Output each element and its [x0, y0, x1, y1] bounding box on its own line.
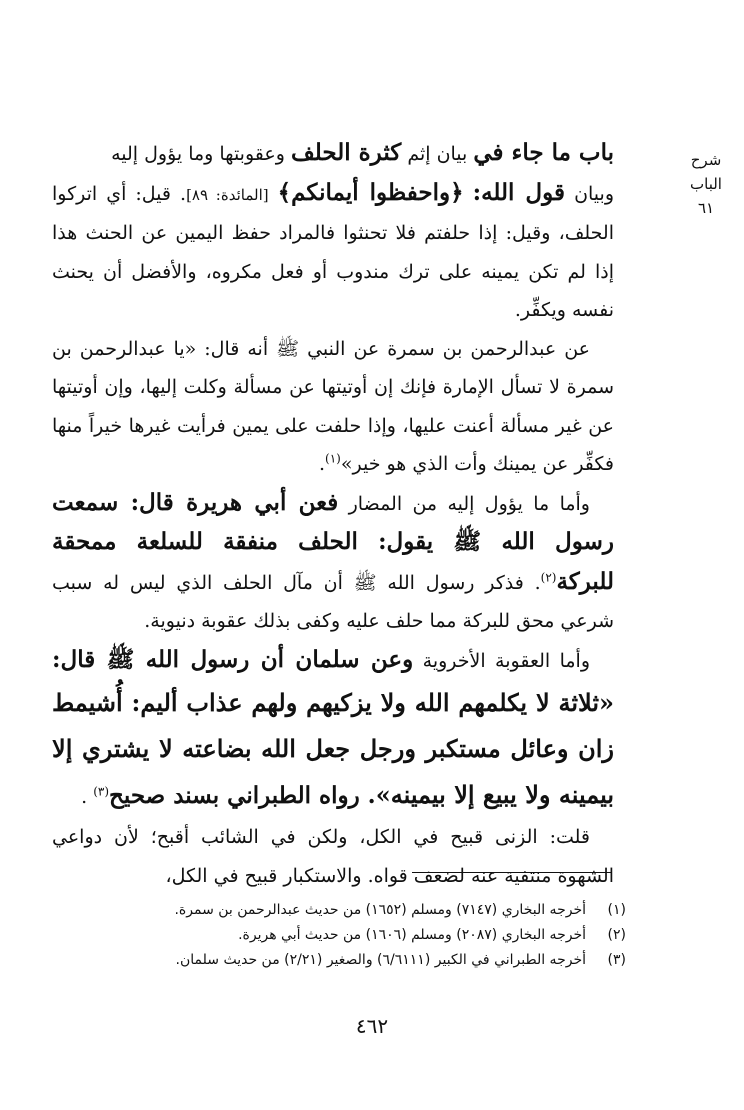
title-kathra: كثرة الحلف: [290, 139, 402, 166]
footnote-3: [66, 948, 626, 973]
para2-end: .: [318, 453, 326, 475]
para5-text: قلت: الزنى قبيح في الكل، ولكن في الشائب أقبح؛ لأن دواعي الشهوة منتفية عنه لضعف قواه. والاستكبار قبيح في الكل،: [52, 826, 614, 887]
para1-body: . قيل: أي اتركوا الحلف، وقيل: إذا حلفتم فلا تحنثوا فالمراد حفظ اليمين عن الحنث هذا إذا لم تكن يمينه على ترك مندوب أو فعل مكروه، والأفضل أن يحنث نفسه ويكفِّر.: [52, 182, 614, 321]
footnote-1: [66, 898, 626, 923]
paragraph-3: [52, 484, 614, 641]
paragraph-5: [52, 818, 614, 895]
para3-rest: . فذكر رسول الله ﷺ أن مآل الحلف الذي ليس له سبب شرعي محق للبركة مما حلف عليه وكفى بذلك عقوبة دنيوية.: [52, 571, 614, 632]
footnote-number: (١): [607, 902, 626, 918]
title-bab: باب ما جاء في: [473, 139, 614, 166]
footnote-2: [66, 923, 626, 948]
footnote-ref-3: (٣): [93, 784, 110, 799]
para1-qawl: قول الله:: [472, 178, 566, 206]
footnote-divider: [412, 872, 612, 873]
margin-label: شرح الباب: [690, 151, 722, 193]
hadith-1: عن عبدالرحمن بن سمرة عن النبي ﷺ أنه قال: «يا عبدالرحمن بن سمرة لا تسأل الإمارة فإنك إن أوتيتها عن مسألة وكلت إليها، وإن أوتيتها عن غير مسألة أعنت عليها، وإذا حلفت على يمين فرأيت غيرها خيراً منها فكفِّر عن يمينك وأت الذي هو خير»: [52, 337, 614, 475]
paragraph-4: [52, 641, 614, 819]
hadith-2: فعن أبي هريرة قال: سمعت رسول الله ﷺ يقول: الحلف منفقة للسلعة ممحقة للبركة: [52, 488, 614, 595]
footnotes: [66, 898, 626, 973]
chapter-title: [52, 134, 614, 174]
footnote-number: (٢): [607, 927, 626, 943]
riwaya: . رواه الطبراني بسند صحيح: [109, 782, 376, 809]
para1-intro: وبيان: [574, 182, 615, 205]
hadith-3: «ثلاثة لا يكلمهم الله ولا يزكيهم ولهم عذاب أليم: أُشيمط زان وعائل مستكبر ورجل جعل الله بضاعته لا يشتري إلا بيمينه ولا يبيع إلا بيمينه»: [52, 688, 614, 809]
main-text: [52, 134, 614, 895]
paragraph-1: [52, 174, 614, 330]
margin-chapter-note: [678, 148, 734, 220]
footnote-text: أخرجه الطبراني في الكبير (٦/٦١١١) والصغير (٢/٢١) من حديث سلمان.: [175, 952, 586, 968]
footnote-ref-2: (٢): [540, 570, 557, 585]
footnote-number: (٣): [607, 952, 626, 968]
para4-narrator: وعن سلمان أن رسول الله ﷺ قال:: [52, 645, 414, 673]
margin-number: ٦١: [697, 199, 715, 217]
para4-lead: وأما العقوبة الأخروية: [422, 649, 590, 672]
ayah-reference: [المائدة: ٨٩]: [186, 185, 269, 204]
para3-lead: وأما ما يؤول إليه من المضار: [348, 492, 590, 515]
title-rest: وعقوبتها وما يؤول إليه: [111, 143, 285, 165]
page-number: ٤٦٢: [355, 1014, 389, 1038]
footnote-ref-1: (١): [325, 451, 341, 466]
title-bayan: بيان إثم: [407, 143, 468, 165]
footnote-text: أخرجه البخاري (٢٠٨٧) ومسلم (١٦٠٦) من حديث أبي هريرة.: [238, 927, 586, 943]
paragraph-2: [52, 330, 614, 484]
para4-end: .: [81, 786, 94, 808]
footnote-text: أخرجه البخاري (٧١٤٧) ومسلم (١٦٥٢) من حديث عبدالرحمن بن سمرة.: [174, 902, 586, 918]
quran-ayah: ﴿واحفظوا أيمانكم﴾: [277, 178, 464, 206]
